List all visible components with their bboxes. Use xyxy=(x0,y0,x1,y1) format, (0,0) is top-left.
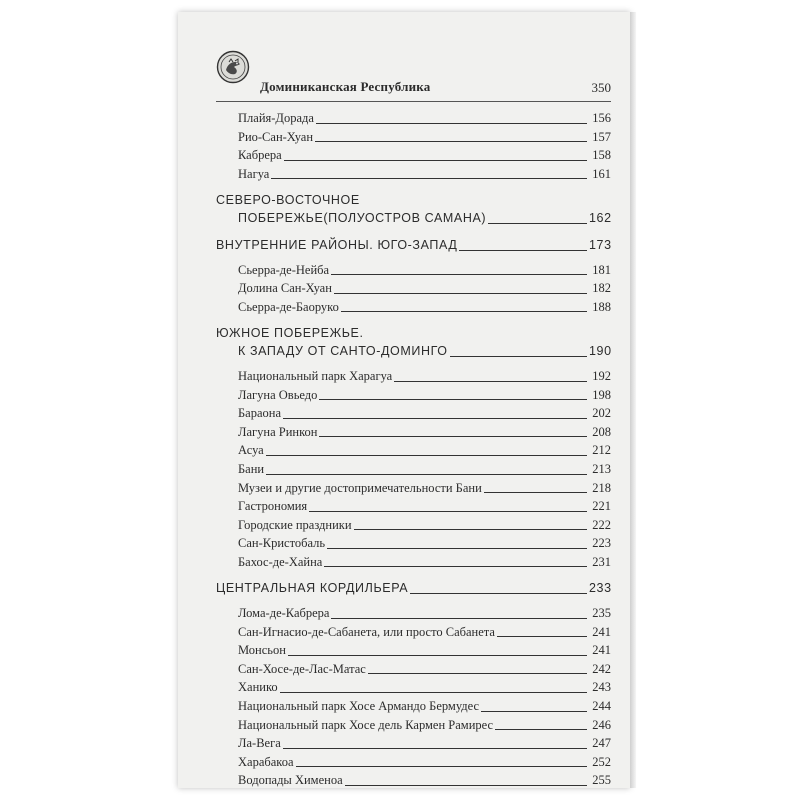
table-of-contents xyxy=(216,109,611,788)
dot-leader xyxy=(271,178,587,179)
toc-entry[interactable] xyxy=(216,165,611,184)
dot-leader xyxy=(316,123,587,124)
toc-entry-label: Национальный парк Хосе Армандо Бермудес xyxy=(238,699,480,714)
toc-row xyxy=(216,342,611,361)
toc-entry-page: 243 xyxy=(592,680,611,695)
section-title-line2: К ЗАПАДУ ОТ САНТО-ДОМИНГО xyxy=(238,344,448,359)
dot-leader xyxy=(354,529,587,530)
section-title: ЦЕНТРАЛЬНАЯ КОРДИЛЬЕРА xyxy=(216,581,409,596)
toc-entry[interactable] xyxy=(216,109,611,128)
dot-leader xyxy=(266,474,587,475)
toc-entry[interactable] xyxy=(216,479,611,498)
dot-leader xyxy=(327,548,587,549)
toc-entry-label: Монсьон xyxy=(238,643,286,658)
dot-leader xyxy=(368,673,587,674)
section-title: ВНУТРЕННИЕ РАЙОНЫ. ЮГО-ЗАПАД xyxy=(216,237,458,252)
dot-leader xyxy=(331,274,587,275)
toc-entry[interactable] xyxy=(216,423,611,442)
toc-row xyxy=(216,579,611,598)
emblem-icon xyxy=(216,50,250,84)
page-edge xyxy=(630,12,636,788)
toc-entry-page: 181 xyxy=(592,262,611,277)
toc-entry-page: 198 xyxy=(592,387,611,402)
toc-entry[interactable] xyxy=(216,367,611,386)
toc-entry[interactable] xyxy=(216,623,611,642)
toc-entry[interactable] xyxy=(216,279,611,298)
toc-entry[interactable] xyxy=(216,771,611,788)
page-number: 350 xyxy=(591,80,611,95)
toc-entry-label: Гастрономия xyxy=(238,499,308,514)
toc-entry[interactable] xyxy=(216,128,611,147)
toc-group xyxy=(216,604,611,788)
header-divider xyxy=(216,101,611,102)
toc-entry-label: Сан-Игнасио-де-Сабанета, или просто Сабанета xyxy=(238,624,495,639)
toc-entry-label: Плайя-Дорада xyxy=(238,111,314,125)
dot-leader xyxy=(450,356,587,357)
dot-leader xyxy=(481,711,587,712)
toc-entry-page: 208 xyxy=(592,424,611,439)
toc-entry-label: Сан-Хосе-де-Лас-Матас xyxy=(238,661,366,676)
toc-entry-page: 188 xyxy=(592,299,611,314)
toc-group xyxy=(216,109,611,183)
toc-entry-label: Нагуа xyxy=(238,166,270,181)
toc-entry[interactable] xyxy=(216,441,611,460)
dot-leader xyxy=(341,311,587,312)
toc-entry-page: 182 xyxy=(592,281,611,296)
toc-entry-page: 222 xyxy=(592,517,611,532)
toc-group xyxy=(216,261,611,317)
toc-entry-page: 218 xyxy=(592,480,611,495)
toc-entry-label: Сьерра-де-Нейба xyxy=(238,262,330,277)
toc-entry-page: 156 xyxy=(592,111,611,125)
dot-leader xyxy=(410,593,587,594)
toc-entry-page: 158 xyxy=(592,148,611,163)
page-ref: 233 xyxy=(589,581,612,596)
dot-leader xyxy=(345,785,587,786)
toc-entry[interactable] xyxy=(216,460,611,479)
dot-leader xyxy=(497,636,587,637)
toc-entry-page: 255 xyxy=(592,773,611,788)
dot-leader xyxy=(459,250,587,251)
running-title: Доминиканская Республика xyxy=(260,79,431,94)
toc-entry[interactable] xyxy=(216,604,611,623)
toc-entry-label: Лагуна Ринкон xyxy=(238,424,318,439)
toc-entry-label: Водопады Хименоа xyxy=(238,773,343,788)
toc-entry-label: Ханико xyxy=(238,680,278,695)
dot-leader xyxy=(334,293,587,294)
dot-leader xyxy=(283,748,587,749)
toc-entry-label: Долина Сан-Хуан xyxy=(238,281,332,296)
toc-entry-label: Городские праздники xyxy=(238,517,352,532)
toc-group xyxy=(216,367,611,572)
toc-entry-label: Бани xyxy=(238,461,265,476)
section-title-line2: ПОБЕРЕЖЬЕ(ПОЛУОСТРОВ САМАНА) xyxy=(238,211,487,226)
section-title-line1: СЕВЕРО-ВОСТОЧНОЕ xyxy=(216,193,360,208)
toc-section-interior[interactable] xyxy=(216,236,611,255)
toc-entry-page: 244 xyxy=(592,699,611,714)
page-ref: 190 xyxy=(589,344,612,359)
dot-leader xyxy=(324,566,587,567)
toc-entry-page: 202 xyxy=(592,406,611,421)
toc-entry-label: Бараона xyxy=(238,406,282,421)
toc-entry[interactable] xyxy=(216,534,611,553)
toc-entry[interactable] xyxy=(216,678,611,697)
dot-leader xyxy=(495,729,587,730)
dot-leader xyxy=(394,381,587,382)
toc-entry[interactable] xyxy=(216,261,611,280)
dot-leader xyxy=(331,618,587,619)
dot-leader xyxy=(309,511,587,512)
toc-entry-label: Сьерра-де-Баоруко xyxy=(238,299,339,314)
toc-entry[interactable] xyxy=(216,716,611,735)
toc-entry-page: 192 xyxy=(592,368,611,383)
toc-entry[interactable] xyxy=(216,146,611,165)
page-ref: 173 xyxy=(589,237,612,252)
toc-entry[interactable] xyxy=(216,660,611,679)
toc-entry-label: Бахос-де-Хайна xyxy=(238,554,323,569)
toc-entry-label: Ла-Вега xyxy=(238,736,281,751)
dot-leader xyxy=(280,692,587,693)
dot-leader xyxy=(319,436,587,437)
toc-entry-page: 157 xyxy=(592,129,611,144)
toc-entry[interactable] xyxy=(216,641,611,660)
dot-leader xyxy=(484,492,587,493)
dot-leader xyxy=(284,160,587,161)
toc-entry-label: Асуа xyxy=(238,443,264,458)
toc-entry-page: 212 xyxy=(592,443,611,458)
toc-entry-page: 241 xyxy=(592,643,611,658)
book-page xyxy=(178,12,630,788)
dot-leader xyxy=(296,766,587,767)
toc-entry[interactable] xyxy=(216,298,611,317)
dot-leader xyxy=(319,399,587,400)
toc-entry-page: 235 xyxy=(592,606,611,621)
dot-leader xyxy=(283,418,587,419)
toc-entry[interactable] xyxy=(216,516,611,535)
toc-entry-page: 241 xyxy=(592,624,611,639)
toc-entry-page: 252 xyxy=(592,754,611,769)
toc-entry-page: 247 xyxy=(592,736,611,751)
section-title-line1: ЮЖНОЕ ПОБЕРЕЖЬЕ. xyxy=(216,326,364,341)
toc-entry-page: 231 xyxy=(592,554,611,569)
toc-entry-label: Лома-де-Кабрера xyxy=(238,606,330,621)
toc-entry-page: 161 xyxy=(592,166,611,181)
toc-entry-page: 246 xyxy=(592,717,611,732)
toc-entry-page: 221 xyxy=(592,499,611,514)
toc-section-south[interactable] xyxy=(216,324,611,361)
dot-leader xyxy=(488,223,587,224)
toc-entry-label: Национальный парк Хосе дель Кармен Рамирес xyxy=(238,717,494,732)
toc-row xyxy=(216,209,611,228)
toc-entry-label: Лагуна Овьедо xyxy=(238,387,318,402)
toc-entry-label: Музеи и другие достопримечательности Бани xyxy=(238,480,482,495)
toc-row xyxy=(216,236,611,255)
toc-entry-label: Рио-Сан-Хуан xyxy=(238,129,314,144)
toc-entry-page: 242 xyxy=(592,661,611,676)
toc-entry[interactable] xyxy=(216,404,611,423)
toc-entry-page: 213 xyxy=(592,461,611,476)
dot-leader xyxy=(288,655,587,656)
toc-entry[interactable] xyxy=(216,386,611,405)
toc-entry[interactable] xyxy=(216,497,611,516)
dot-leader xyxy=(315,141,587,142)
toc-entry[interactable] xyxy=(216,734,611,753)
toc-entry[interactable] xyxy=(216,553,611,572)
toc-entry[interactable] xyxy=(216,697,611,716)
dot-leader xyxy=(266,455,587,456)
toc-entry-label: Национальный парк Харагуа xyxy=(238,368,393,383)
toc-section-central[interactable] xyxy=(216,579,611,598)
page-ref: 162 xyxy=(589,211,612,226)
toc-entry-label: Сан-Кристобаль xyxy=(238,536,326,551)
toc-entry-page: 223 xyxy=(592,536,611,551)
toc-entry-label: Кабрера xyxy=(238,148,282,163)
toc-section-northeast[interactable] xyxy=(216,191,611,228)
page-header xyxy=(216,50,611,100)
toc-entry-label: Харабакоа xyxy=(238,754,294,769)
toc-entry[interactable] xyxy=(216,753,611,772)
